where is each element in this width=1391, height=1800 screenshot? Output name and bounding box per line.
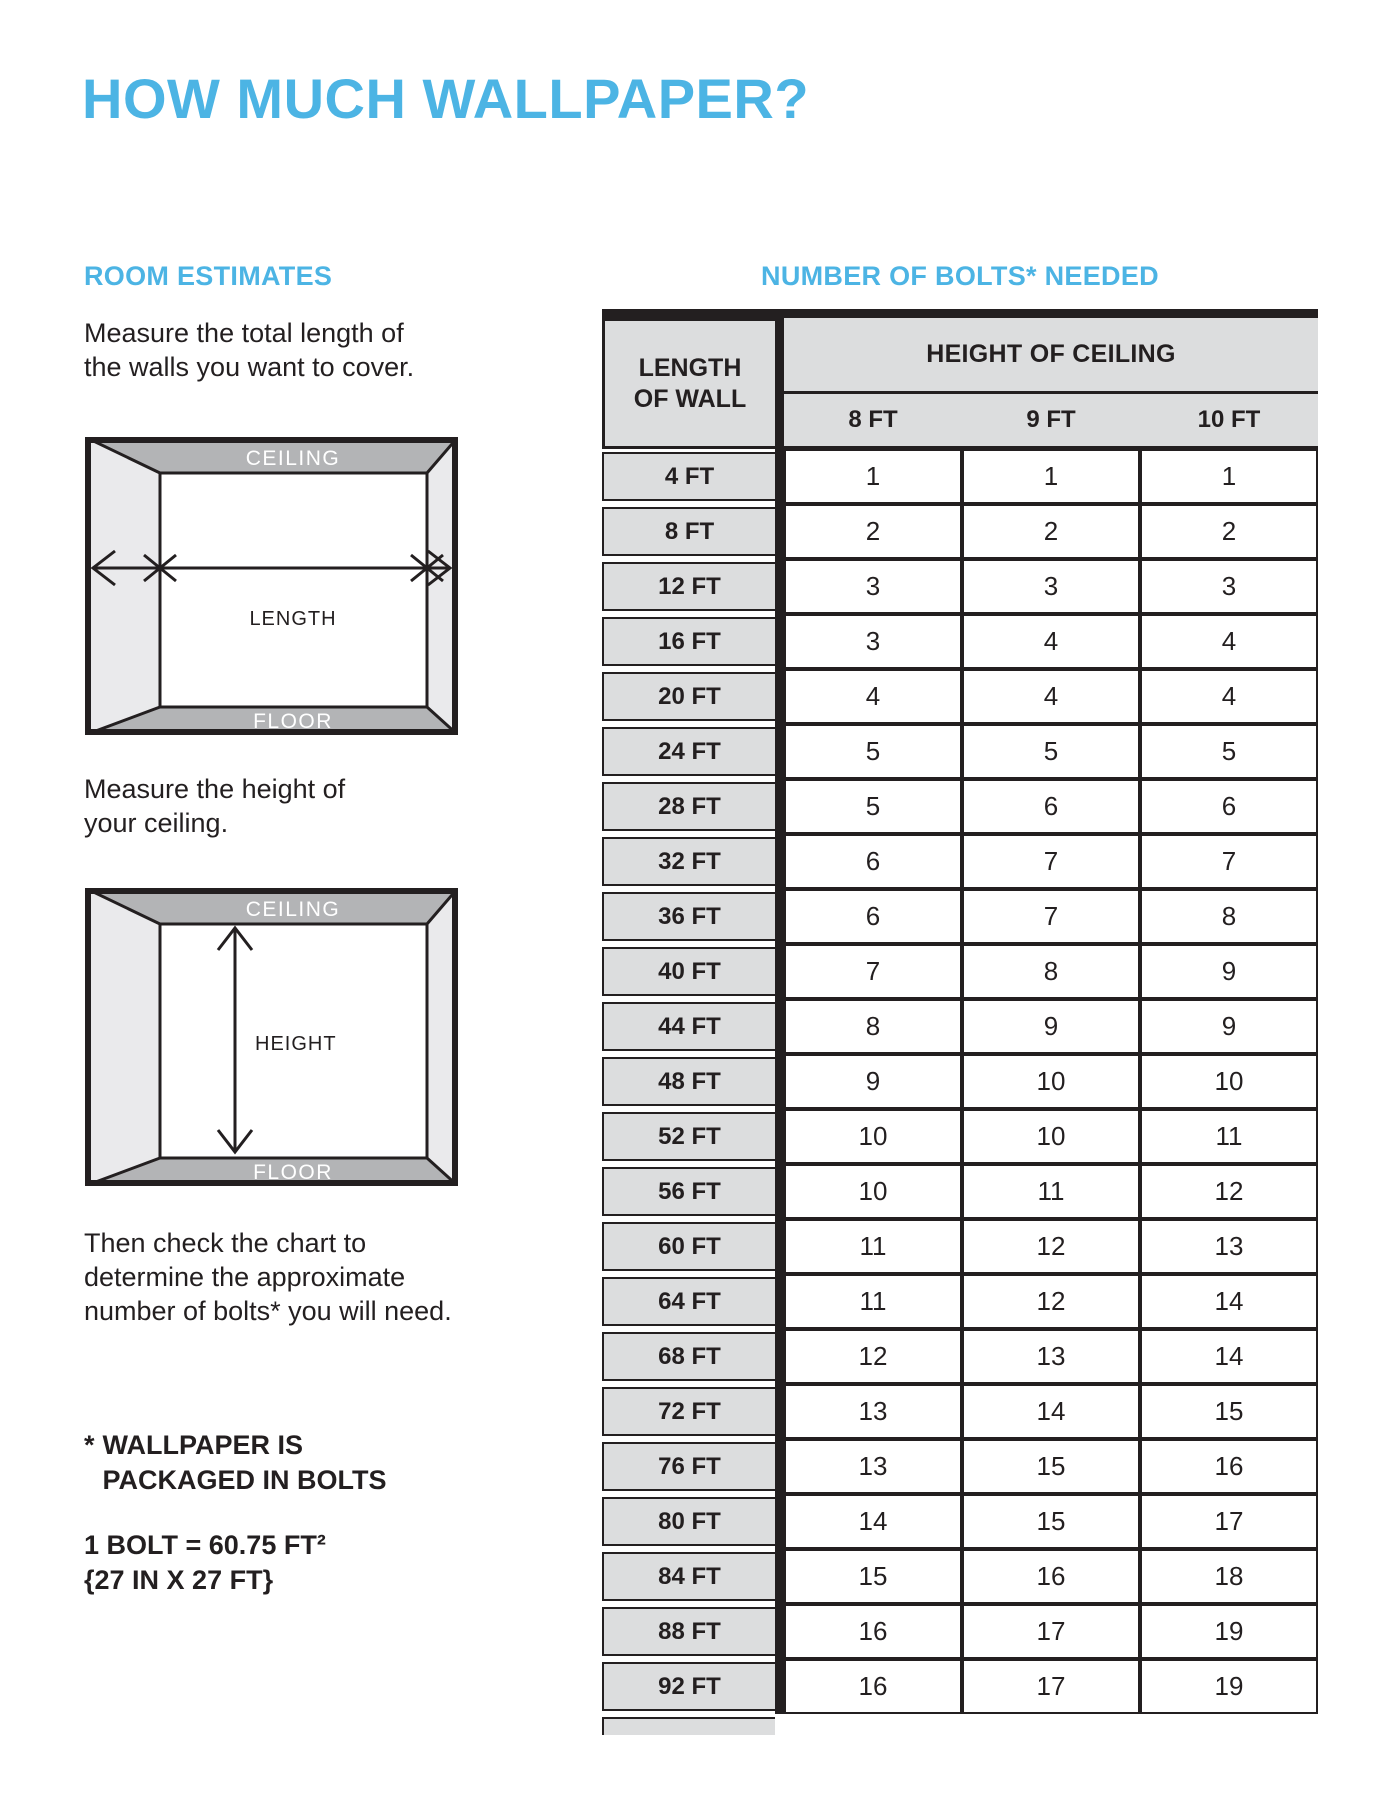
table-row	[602, 1439, 1318, 1494]
row-label: 52 FT	[602, 1112, 775, 1161]
column-header-8ft: 8 FT	[848, 406, 898, 433]
row-vertical-divider	[775, 1439, 784, 1494]
bolt-count-cell: 16	[784, 1659, 962, 1714]
bolt-count-cell: 13	[962, 1329, 1140, 1384]
bolt-count-cell: 10	[1140, 1054, 1318, 1109]
row-label: 80 FT	[602, 1497, 775, 1546]
bolt-count-cell: 11	[784, 1274, 962, 1329]
bolt-count-cell: 4	[962, 614, 1140, 669]
footnote-lines	[103, 1428, 387, 1498]
table-row	[602, 1219, 1318, 1274]
bolt-count-cell: 5	[784, 724, 962, 779]
floor-label: FLOOR	[253, 710, 333, 733]
row-vertical-divider	[775, 779, 784, 834]
table-row	[602, 889, 1318, 944]
table-row	[602, 724, 1318, 779]
bolt-count-cell: 18	[1140, 1549, 1318, 1604]
bolt-count-cell: 9	[962, 999, 1140, 1054]
bolt-count-cell: 8	[1140, 889, 1318, 944]
bolts-table	[602, 309, 1318, 1735]
table-row	[602, 1604, 1318, 1659]
bolt-count-cell: 4	[1140, 614, 1318, 669]
height-label: HEIGHT	[255, 1033, 337, 1055]
table-row	[602, 1109, 1318, 1164]
bolt-count-cell: 15	[784, 1549, 962, 1604]
table-row	[602, 1274, 1318, 1329]
bolt-count-cell: 12	[784, 1329, 962, 1384]
row-label: 76 FT	[602, 1442, 775, 1491]
row-label: 56 FT	[602, 1167, 775, 1216]
row-label: 4 FT	[602, 452, 775, 501]
bolt-count-cell: 4	[1140, 669, 1318, 724]
bolt-count-cell: 1	[962, 449, 1140, 504]
bolt-count-cell: 6	[1140, 779, 1318, 834]
bolt-count-cell: 17	[962, 1604, 1140, 1659]
table-top-bar	[602, 309, 1318, 318]
bolt-count-cell: 17	[1140, 1494, 1318, 1549]
bolt-count-cell: 19	[1140, 1659, 1318, 1714]
table-row	[602, 999, 1318, 1054]
bolt-count-cell: 15	[1140, 1384, 1318, 1439]
bolt-count-cell: 7	[1140, 834, 1318, 889]
bolt-count-cell: 7	[784, 944, 962, 999]
table-row	[602, 1054, 1318, 1109]
instruction-line: number of bolts* you will need.	[84, 1296, 452, 1326]
table-row	[602, 1549, 1318, 1604]
row-vertical-divider	[775, 1659, 784, 1714]
bolt-count-cell: 10	[962, 1109, 1140, 1164]
bolt-count-cell: 2	[962, 504, 1140, 559]
bolt-count-cell: 3	[962, 559, 1140, 614]
bolt-count-cell: 10	[962, 1054, 1140, 1109]
row-label: 40 FT	[602, 947, 775, 996]
length-of-wall-line: LENGTH	[638, 353, 742, 382]
bolt-count-cell: 6	[962, 779, 1140, 834]
bolt-size-info	[84, 1528, 326, 1598]
bolt-count-cell: 12	[1140, 1164, 1318, 1219]
instruction-line: your ceiling.	[84, 808, 229, 838]
row-vertical-divider	[775, 834, 784, 889]
bolt-count-cell: 6	[784, 889, 962, 944]
room-height-diagram	[85, 888, 458, 1186]
row-label: 36 FT	[602, 892, 775, 941]
row-label: 48 FT	[602, 1057, 775, 1106]
table-row	[602, 559, 1318, 614]
row-vertical-divider	[775, 1219, 784, 1274]
table-row	[602, 1164, 1318, 1219]
bolt-count-cell: 11	[962, 1164, 1140, 1219]
bolt-count-cell: 2	[1140, 504, 1318, 559]
room-height-diagram-svg	[85, 888, 458, 1186]
height-of-ceiling-header: HEIGHT OF CEILING	[784, 318, 1318, 394]
row-vertical-divider	[775, 504, 784, 559]
bolt-count-cell: 3	[784, 614, 962, 669]
row-vertical-divider	[775, 1384, 784, 1439]
table-row	[602, 1659, 1318, 1714]
row-label: 72 FT	[602, 1387, 775, 1436]
row-vertical-divider	[775, 1329, 784, 1384]
row-label: 60 FT	[602, 1222, 775, 1271]
bolt-count-cell: 9	[1140, 999, 1318, 1054]
ceiling-label: CEILING	[245, 898, 341, 921]
bolt-count-cell: 1	[784, 449, 962, 504]
column-header-9ft: 9 FT	[1026, 406, 1076, 433]
table-row	[602, 834, 1318, 889]
row-vertical-divider	[775, 999, 784, 1054]
bolt-count-cell: 4	[784, 669, 962, 724]
column-header-10ft: 10 FT	[1197, 406, 1261, 433]
row-label: 64 FT	[602, 1277, 775, 1326]
table-row	[602, 1329, 1318, 1384]
table-row	[602, 449, 1318, 504]
table-row	[602, 504, 1318, 559]
bolt-count-cell: 17	[962, 1659, 1140, 1714]
row-vertical-divider	[775, 669, 784, 724]
footnote-line: WALLPAPER IS	[102, 1430, 304, 1460]
row-label: 44 FT	[602, 1002, 775, 1051]
bolt-count-cell: 12	[962, 1274, 1140, 1329]
page-title: HOW MUCH WALLPAPER?	[82, 67, 810, 130]
ceiling-label: CEILING	[245, 447, 341, 470]
row-vertical-divider	[775, 1054, 784, 1109]
table-rows	[602, 449, 1318, 1714]
row-vertical-divider	[775, 449, 784, 504]
instruction-measure-height	[84, 772, 345, 840]
row-label: 32 FT	[602, 837, 775, 886]
bolt-count-cell: 6	[784, 834, 962, 889]
row-label: 92 FT	[602, 1662, 775, 1711]
table-header	[602, 318, 1318, 449]
bolt-count-cell: 8	[962, 944, 1140, 999]
bolt-count-cell: 8	[784, 999, 962, 1054]
row-label: 68 FT	[602, 1332, 775, 1381]
ceiling-height-subheaders	[784, 394, 1318, 449]
length-label: LENGTH	[249, 608, 337, 630]
room-length-diagram	[85, 437, 458, 735]
instruction-line: Measure the height of	[84, 774, 346, 804]
bolt-count-cell: 2	[784, 504, 962, 559]
row-vertical-divider	[775, 889, 784, 944]
table-row	[602, 1384, 1318, 1439]
bolt-count-cell: 13	[1140, 1219, 1318, 1274]
bolt-count-cell: 5	[784, 779, 962, 834]
bolt-count-cell: 13	[784, 1384, 962, 1439]
room-length-diagram-svg	[85, 437, 458, 735]
asterisk-marker: *	[84, 1430, 95, 1460]
table-row	[602, 669, 1318, 724]
bolt-count-cell: 7	[962, 834, 1140, 889]
row-label: 20 FT	[602, 672, 775, 721]
row-label: 12 FT	[602, 562, 775, 611]
header-vertical-divider	[775, 318, 784, 449]
table-row	[602, 944, 1318, 999]
table-row	[602, 779, 1318, 834]
bolt-count-cell: 5	[962, 724, 1140, 779]
bolts-needed-heading: NUMBER OF BOLTS* NEEDED	[761, 261, 1159, 291]
bolt-count-cell: 14	[962, 1384, 1140, 1439]
bolt-count-cell: 3	[784, 559, 962, 614]
instruction-line: determine the approximate	[84, 1262, 406, 1292]
bolt-count-cell: 11	[1140, 1109, 1318, 1164]
length-of-wall-header	[602, 318, 775, 449]
bolt-count-cell: 10	[784, 1109, 962, 1164]
row-label: 88 FT	[602, 1607, 775, 1656]
table-row	[602, 1494, 1318, 1549]
table-row	[602, 614, 1318, 669]
bolt-count-cell: 16	[1140, 1439, 1318, 1494]
bolt-count-cell: 7	[962, 889, 1140, 944]
row-vertical-divider	[775, 614, 784, 669]
bolt-count-cell: 9	[784, 1054, 962, 1109]
row-vertical-divider	[775, 724, 784, 779]
row-vertical-divider	[775, 1164, 784, 1219]
bolt-dimensions: {27 IN X 27 FT}	[84, 1565, 274, 1595]
row-label: 84 FT	[602, 1552, 775, 1601]
left-wall-face	[85, 888, 160, 1186]
bolt-count-cell: 9	[1140, 944, 1318, 999]
instruction-check-chart	[84, 1226, 452, 1328]
row-vertical-divider	[775, 1549, 784, 1604]
bolt-count-cell: 13	[784, 1439, 962, 1494]
bolt-count-cell: 15	[962, 1494, 1140, 1549]
instruction-line: Measure the total length of	[84, 318, 404, 348]
row-vertical-divider	[775, 1494, 784, 1549]
row-label: 8 FT	[602, 507, 775, 556]
instruction-line: the walls you want to cover.	[84, 352, 415, 382]
row-vertical-divider	[775, 944, 784, 999]
bolt-count-cell: 16	[784, 1604, 962, 1659]
row-label: 16 FT	[602, 617, 775, 666]
bolt-count-cell: 3	[1140, 559, 1318, 614]
bolt-count-cell: 15	[962, 1439, 1140, 1494]
ceiling-height-headers	[784, 318, 1318, 449]
row-vertical-divider	[775, 559, 784, 614]
bolt-count-cell: 14	[784, 1494, 962, 1549]
wallpaper-bolts-footnote	[84, 1428, 387, 1498]
row-vertical-divider	[775, 1109, 784, 1164]
floor-label: FLOOR	[253, 1161, 333, 1184]
row-vertical-divider	[775, 1274, 784, 1329]
bolt-count-cell: 1	[1140, 449, 1318, 504]
bolt-count-cell: 5	[1140, 724, 1318, 779]
instruction-line: Then check the chart to	[84, 1228, 367, 1258]
bolt-count-cell: 14	[1140, 1329, 1318, 1384]
bolt-count-cell: 4	[962, 669, 1140, 724]
instruction-measure-length	[84, 316, 414, 384]
length-of-wall-line: OF WALL	[633, 384, 747, 413]
room-estimates-heading: ROOM ESTIMATES	[84, 261, 333, 291]
bolt-count-cell: 10	[784, 1164, 962, 1219]
left-wall-face	[85, 437, 160, 735]
table-bottom-strip	[602, 1717, 775, 1735]
bolt-count-cell: 11	[784, 1219, 962, 1274]
footnote-line: PACKAGED IN BOLTS	[102, 1465, 387, 1495]
bolt-equation: 1 BOLT = 60.75 FT²	[84, 1530, 326, 1560]
bolt-count-cell: 16	[962, 1549, 1140, 1604]
bolt-count-cell: 12	[962, 1219, 1140, 1274]
row-vertical-divider	[775, 1604, 784, 1659]
row-label: 28 FT	[602, 782, 775, 831]
row-label: 24 FT	[602, 727, 775, 776]
bolt-count-cell: 19	[1140, 1604, 1318, 1659]
bolt-count-cell: 14	[1140, 1274, 1318, 1329]
